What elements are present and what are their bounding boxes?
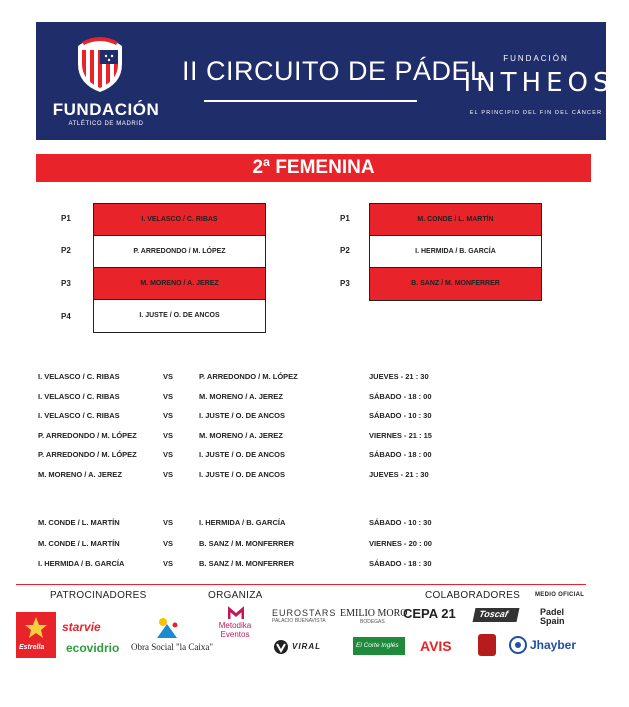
match-row bbox=[38, 450, 598, 464]
match-team-b: B. SANZ / M. MONFERRER bbox=[199, 559, 294, 568]
match-team-b: B. SANZ / M. MONFERRER bbox=[199, 539, 294, 548]
match-time: JUEVES - 21 : 30 bbox=[369, 372, 429, 381]
circuit-underline bbox=[204, 100, 417, 102]
corte-ingles-logo-text: El Corte Inglés bbox=[356, 642, 399, 649]
group-b-label-p1: P1 bbox=[340, 214, 350, 223]
match-vs: VS bbox=[163, 431, 174, 440]
jhayber-icon bbox=[509, 636, 527, 654]
header-banner bbox=[36, 22, 615, 140]
match-team-b: I. JUSTE / O. DE ANCOS bbox=[199, 450, 285, 459]
eurostars-logo-text: EUROSTARS bbox=[272, 608, 337, 618]
group-b-table bbox=[369, 203, 542, 301]
estrella-text: Estrella bbox=[19, 644, 45, 651]
viral-icon bbox=[273, 639, 289, 655]
match-vs: VS bbox=[163, 539, 174, 548]
group-b-label-p2: P2 bbox=[340, 246, 350, 255]
intheos-tagline: EL PRINCIPIO DEL FIN DEL CÁNCER bbox=[469, 110, 603, 116]
match-time: SÁBADO - 18 : 30 bbox=[369, 559, 432, 568]
toscaf-logo bbox=[473, 608, 520, 622]
match-team-a: P. ARREDONDO / M. LÓPEZ bbox=[38, 450, 137, 459]
padel-spain-logo-text: Padel Spain bbox=[540, 607, 565, 626]
heading-medio-oficial: MEDIO OFICIAL bbox=[535, 592, 585, 598]
match-row bbox=[38, 539, 598, 553]
star-icon bbox=[24, 616, 48, 640]
match-vs: VS bbox=[163, 518, 174, 527]
ecovidrio-logo-text: ecovidrio bbox=[66, 641, 120, 655]
toscaf-logo-text: Toscaf bbox=[478, 609, 509, 619]
heading-patrocinadores: PATROCINADORES bbox=[50, 590, 147, 601]
group-a-pair: I. JUSTE / O. DE ANCOS bbox=[94, 300, 265, 332]
match-vs: VS bbox=[163, 470, 174, 479]
match-team-a: I. HERMIDA / B. GARCÍA bbox=[38, 559, 125, 568]
group-b-pair: I. HERMIDA / B. GARCÍA bbox=[370, 236, 541, 268]
metodika-icon bbox=[228, 606, 244, 620]
group-b-pair: M. CONDE / L. MARTÍN bbox=[370, 204, 541, 236]
group-b-label-p3: P3 bbox=[340, 279, 350, 288]
match-vs: VS bbox=[163, 559, 174, 568]
match-vs: VS bbox=[163, 372, 174, 381]
metodika-logo-text: Metodika Eventos bbox=[218, 621, 252, 639]
group-a-table bbox=[93, 203, 266, 333]
match-team-b: I. HERMIDA / B. GARCÍA bbox=[199, 518, 286, 527]
match-row bbox=[38, 392, 598, 406]
match-row bbox=[38, 411, 598, 425]
intheos-fundacion-label: FUNDACIÓN bbox=[503, 54, 569, 63]
estrella-logo bbox=[16, 612, 56, 658]
match-time: SÁBADO - 10 : 30 bbox=[369, 518, 432, 527]
category-title: 2ª FEMENINA bbox=[36, 154, 591, 182]
viral-logo-text: VIRAL bbox=[292, 642, 321, 651]
circuit-title: II CIRCUITO DE PÁDEL bbox=[182, 56, 486, 86]
group-a-label-p3: P3 bbox=[61, 279, 71, 288]
starvie-logo-text: starvie bbox=[62, 620, 101, 634]
group-a-label-p2: P2 bbox=[61, 246, 71, 255]
match-team-b: I. JUSTE / O. DE ANCOS bbox=[199, 411, 285, 420]
match-row bbox=[38, 372, 598, 386]
match-time: VIERNES - 20 : 00 bbox=[369, 539, 432, 548]
match-team-a: P. ARREDONDO / M. LÓPEZ bbox=[38, 431, 137, 440]
match-time: VIERNES - 21 : 15 bbox=[369, 431, 432, 440]
group-a-label-p1: P1 bbox=[61, 214, 71, 223]
match-team-a: I. VELASCO / C. RIBAS bbox=[38, 411, 120, 420]
heading-colaboradores: COLABORADORES bbox=[425, 590, 521, 601]
cepa21-logo-text: CEPA 21 bbox=[403, 606, 456, 621]
match-time: SÁBADO - 10 : 30 bbox=[369, 411, 432, 420]
fundacion-title: FUNDACIÓN bbox=[52, 100, 160, 119]
match-row bbox=[38, 470, 598, 484]
match-team-b: M. MORENO / A. JEREZ bbox=[199, 431, 283, 440]
jhayber-logo-text: Jhayber bbox=[530, 638, 577, 652]
eurostars-sub-text: PALACIO BUENAVISTA bbox=[272, 618, 326, 624]
intheos-logo-text: INTHEOS bbox=[463, 68, 615, 98]
la-caixa-star-icon bbox=[155, 616, 181, 640]
match-row bbox=[38, 518, 598, 532]
match-vs: VS bbox=[163, 392, 174, 401]
atletico-crest-icon bbox=[72, 32, 128, 94]
group-a-pair: P. ARREDONDO / M. LÓPEZ bbox=[94, 236, 265, 268]
match-row bbox=[38, 431, 598, 445]
group-a-label-p4: P4 bbox=[61, 312, 71, 321]
match-team-a: M. MORENO / A. JEREZ bbox=[38, 470, 122, 479]
fundacion-subtitle: ATLÉTICO DE MADRID bbox=[68, 121, 144, 127]
match-vs: VS bbox=[163, 411, 174, 420]
crest-badge-icon bbox=[478, 634, 496, 656]
match-time: SÁBADO - 18 : 00 bbox=[369, 392, 432, 401]
group-b-pair: B. SANZ / M. MONFERRER bbox=[370, 268, 541, 300]
group-a-pair: M. MORENO / A. JEREZ bbox=[94, 268, 265, 300]
match-time: JUEVES - 21 : 30 bbox=[369, 470, 429, 479]
match-vs: VS bbox=[163, 450, 174, 459]
match-team-b: M. MORENO / A. JEREZ bbox=[199, 392, 283, 401]
match-time: SÁBADO - 18 : 00 bbox=[369, 450, 432, 459]
emilio-moro-logo-text: EMILIO MORO bbox=[340, 608, 408, 619]
avis-logo-text: AVIS bbox=[420, 638, 452, 654]
corte-ingles-logo bbox=[353, 637, 405, 655]
match-team-a: I. VELASCO / C. RIBAS bbox=[38, 372, 120, 381]
group-a-pair: I. VELASCO / C. RIBAS bbox=[94, 204, 265, 236]
sponsors-divider bbox=[16, 584, 586, 585]
emilio-moro-sub-text: BODEGAS bbox=[360, 619, 385, 625]
match-row bbox=[38, 559, 598, 573]
match-team-b: P. ARREDONDO / M. LÓPEZ bbox=[199, 372, 298, 381]
match-team-a: M. CONDE / L. MARTÍN bbox=[38, 539, 120, 548]
match-team-a: I. VELASCO / C. RIBAS bbox=[38, 392, 120, 401]
match-team-a: M. CONDE / L. MARTÍN bbox=[38, 518, 120, 527]
heading-organiza: ORGANIZA bbox=[208, 590, 263, 601]
obra-social-logo-text: Obra Social "la Caixa" bbox=[131, 642, 214, 652]
match-team-b: I. JUSTE / O. DE ANCOS bbox=[199, 470, 285, 479]
